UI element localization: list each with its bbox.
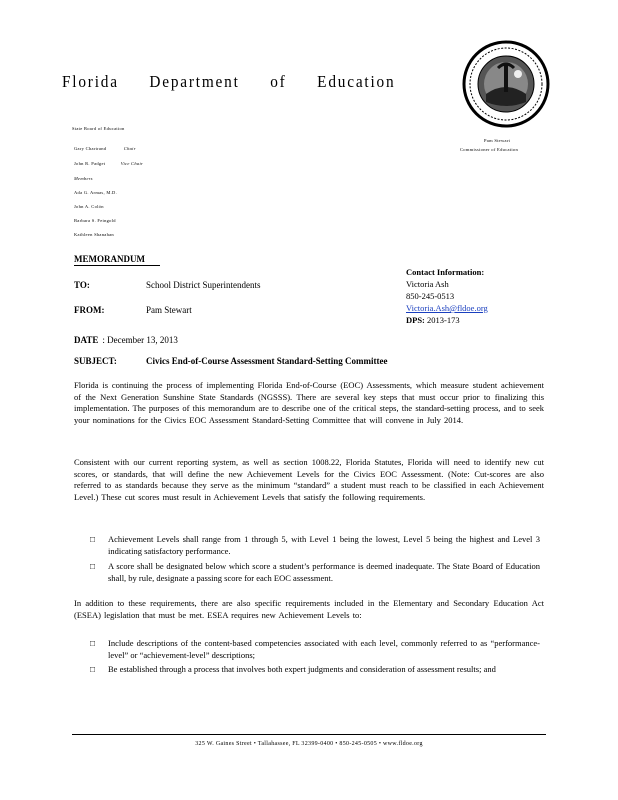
to-label: TO: <box>74 280 90 290</box>
dps-value: 2013-173 <box>427 315 460 325</box>
board-member-chair <box>74 146 136 151</box>
board-member-name: Gary Chartrand <box>74 146 107 151</box>
bullet-icon: □ <box>90 638 96 648</box>
commissioner-title: Commissioner of Education <box>460 147 518 152</box>
paragraph-intro: Florida is continuing the process of implementing Florida End-of-Course (EOC) Assessments, which measure student achievement of the Next Generation Sunshine State Standards (NGSSS). There are several key steps that must occur prior to finalizing this implementation. The purposes of this memorandum are to describe one of the critical steps, the standard-setting process, and to seek your nominations for the Civics EOC Assessment Standard-Setting Committee that will convene in July 2014. <box>74 380 544 425</box>
board-member-name: John R. Padget <box>74 161 106 166</box>
list-item-text: A score shall be designated below which score a student’s performance is deemed inadequate. The State Board of Education shall, by rule, designate a passing score for each EOC assessment. <box>108 561 540 583</box>
list-item-text: Achievement Levels shall range from 1 through 5, with Level 1 being the lowest, Level 5 being the highest and Level 3 indicating satisfactory performance. <box>108 534 540 556</box>
members-label: Members <box>74 176 93 181</box>
state-seal-icon <box>462 40 550 128</box>
subject-value: Civics End-of-Course Assessment Standard-Setting Committee <box>146 356 388 366</box>
subject-label: SUBJECT: <box>74 356 117 366</box>
commissioner-name: Pam Stewart <box>484 138 511 143</box>
paragraph-esea: In addition to these requirements, there are also specific requirements included in the Elementary and Secondary Education Act (ESEA) legislation that must be met. ESEA requires new Achievement Levels to: <box>74 598 544 620</box>
agency-title <box>62 72 426 92</box>
list-item-text: Include descriptions of the content-based competencies associated with each level, commonly referred to as “performance-level” or “achievement-level” descriptions; <box>108 638 540 660</box>
contact-email-link[interactable]: Victoria.Ash@fldoe.org <box>406 303 488 313</box>
board-member-role: Vice Chair <box>120 161 144 166</box>
board-member-vice-chair <box>74 161 143 166</box>
footer-address: 325 W. Gaines Street • Tallahassee, FL 32399-0400 • 850-245-0505 • www.fldoe.org <box>195 741 423 747</box>
list-item-text: Be established through a process that involves both expert judgments and consideration of assessment results; and <box>108 664 496 674</box>
bullet-icon: □ <box>90 561 96 571</box>
memo-heading: MEMORANDUM <box>74 254 160 266</box>
title-word-department: Department <box>149 72 240 91</box>
contact-name: Victoria Ash <box>406 279 449 289</box>
bullet-icon: □ <box>90 664 96 674</box>
from-value: Pam Stewart <box>146 305 192 315</box>
member-name: Ada G. Armas, M.D. <box>74 190 118 195</box>
paragraph-cut-scores: Consistent with our current reporting system, as well as section 1008.22, Florida Statutes, Florida will need to identify new cut scores, or standards, that will define the new Achievement Levels for the Civics EOC Assessment. (Note: Cut-scores are also referred to as standards because they serve as the minimum “standard” a student must reach to be classified in each Achievement Level.) These cut scores must result in Achievement Levels that satisfy the following requirements. <box>74 457 544 502</box>
title-word-of: of <box>270 72 287 91</box>
bullet-icon: □ <box>90 534 96 544</box>
member-name: Barbara S. Feingold <box>74 218 116 223</box>
contact-label: Contact Information: <box>406 267 485 277</box>
dps-label: DPS: <box>406 315 425 325</box>
member-name: Kathleen Shanahan <box>74 232 114 237</box>
contact-block <box>406 266 488 326</box>
date-value: : December 13, 2013 <box>102 335 178 345</box>
footer-divider <box>72 734 546 735</box>
board-member-role: Chair <box>123 146 136 151</box>
contact-phone: 850-245-0513 <box>406 291 455 301</box>
to-value: School District Superintendents <box>146 280 261 290</box>
date-label: DATE <box>74 335 99 345</box>
date-line <box>74 330 178 348</box>
member-name: John A. Colón <box>74 204 104 209</box>
from-label: FROM: <box>74 305 105 315</box>
title-word-florida: Florida <box>62 72 119 91</box>
state-board-label: State Board of Education <box>72 126 125 131</box>
dps-line <box>406 314 488 326</box>
title-word-education: Education <box>317 72 396 91</box>
